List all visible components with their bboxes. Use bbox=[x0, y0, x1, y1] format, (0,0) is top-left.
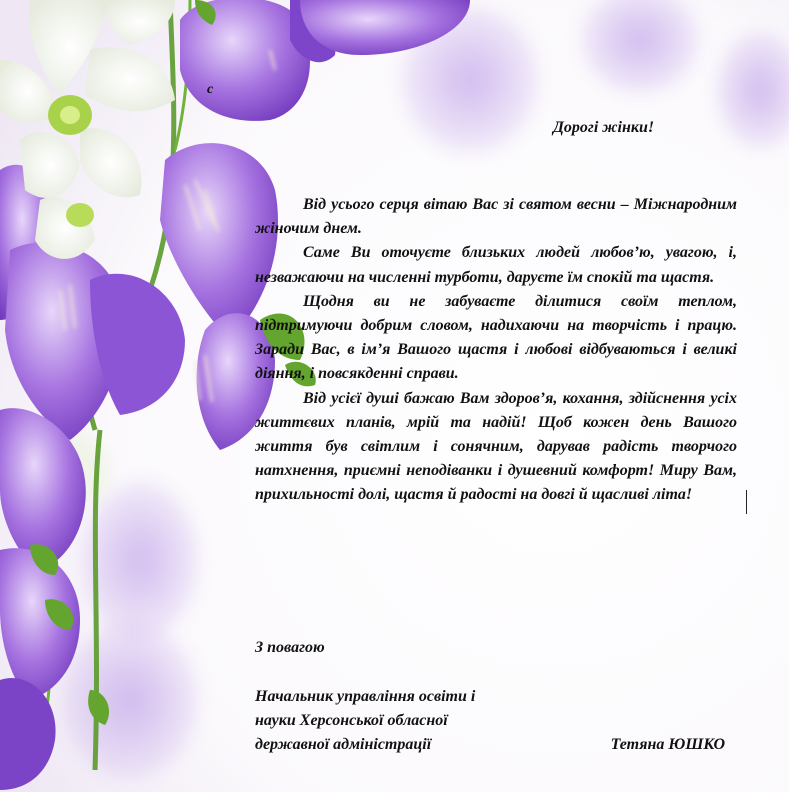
text-cursor bbox=[746, 490, 747, 514]
letter-body bbox=[255, 193, 737, 508]
stray-character: с bbox=[207, 82, 214, 97]
greeting-heading: Дорогі жінки! bbox=[553, 119, 655, 136]
signature-position-line1: Начальник управління освіти і bbox=[255, 688, 476, 705]
paragraph-warmth: Щодня ви не забуваєте ділитися своїм теплом, підтримуючи добрим словом, надихаючи на творчість і працю. Заради Вас, в ім’я Вашого щастя і любові відбуваються і великі діяння, і повсякденні справи. bbox=[255, 292, 737, 383]
signature-block bbox=[255, 685, 725, 757]
paragraph-greeting: Від усього серця вітаю Вас зі святом весни – Міжнародним жіночим днем. bbox=[255, 196, 737, 238]
signature-position-line2: науки Херсонської обласної bbox=[255, 712, 448, 729]
closing-regards: З повагою bbox=[255, 639, 325, 656]
signature-row bbox=[255, 733, 725, 757]
paragraph-care: Саме Ви оточуєте близьких людей любов’ю, увагою, і, незважаючи на численні турботи, даруєте їм спокій та щастя. bbox=[255, 244, 737, 286]
signature-name: Тетяна ЮШКО bbox=[610, 736, 725, 753]
signature-position-line3: державної адміністрації bbox=[255, 736, 432, 753]
paragraph-wishes: Від усієї душі бажаю Вам здоров’я, кохання, здійснення усіх життєвих планів, мрій та надій! Щоб кожен день Вашого життя був світлим і сонячним, дарував радість творчого натхнення, приємні неподіванки і душевний комфорт! Миру Вам, прихильності долі, щастя й радості на довгі й щасливі літа! bbox=[255, 389, 737, 504]
